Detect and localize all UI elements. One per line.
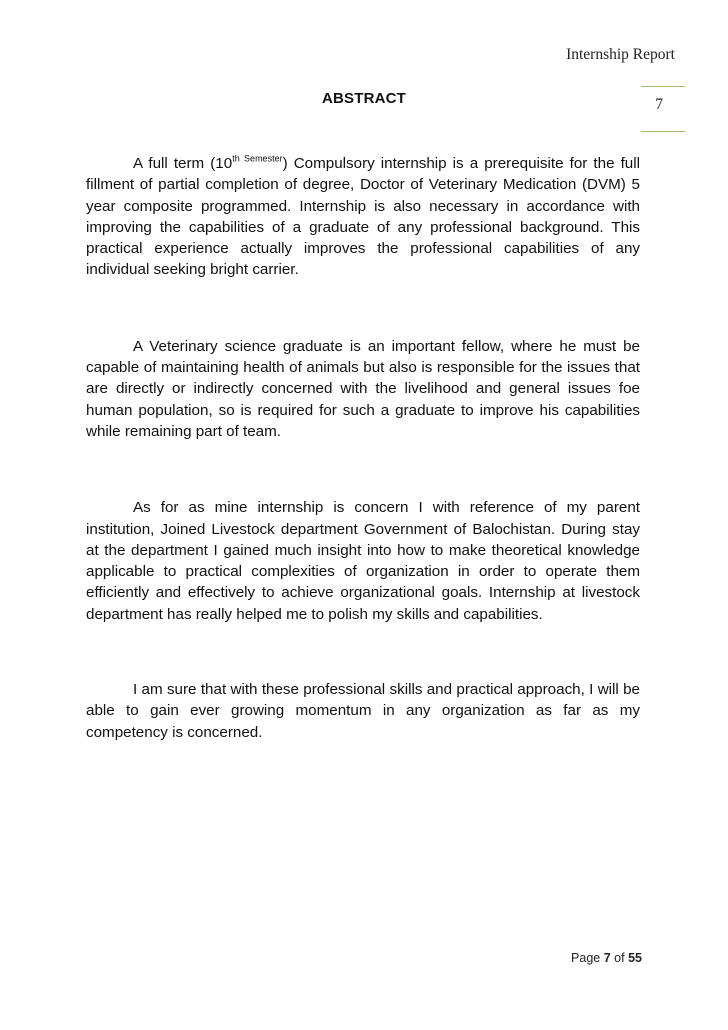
page-title xyxy=(0,90,728,107)
running-header-title: Internship Report xyxy=(566,46,675,63)
paragraph-1-lead: A full term (10 xyxy=(133,155,233,172)
header-rule-top xyxy=(641,86,685,87)
paragraph-4: I am sure that with these professional skills and practical approach, I will be able to gain ever growing momentum in any organization as far as my competency is concerned. xyxy=(86,681,640,741)
paragraph-1 xyxy=(86,153,640,281)
paragraph-3: As for as mine internship is concern I with reference of my parent institution, Joined Livestock department Government of Balochistan. During stay at the department I gained much insight into how to make theoretical knowledge applicable to practical complexities of organization in order to operate them efficiently and effectively to achieve organizational goals. Internship at livestock department has really helped me to polish my skills and capabilities. xyxy=(86,499,640,623)
document-body xyxy=(86,153,640,798)
page-title-text: ABSTRACT xyxy=(321,90,407,107)
footer-page-label: Page xyxy=(571,951,601,965)
semester-superscript xyxy=(232,154,282,164)
superscript-semester: Semester xyxy=(239,153,283,164)
paragraph-2: A Veterinary science graduate is an important fellow, where he must be capable of maintaining health of animals but also is responsible for the issues that are directly or indirectly concerned with the livelihood and general issues foe human population, so is required for such a graduate to improve his capabilities while remaining part of team. xyxy=(86,337,640,440)
page-footer xyxy=(571,951,642,965)
footer-total-pages: 55 xyxy=(628,951,642,965)
paragraph-1-rest: ) Compulsory internship is a prerequisite for the full fillment of partial completion of degree, Doctor of Veterinary Medication (DVM) 5 year composite programmed. Internship is also necessary in accordance with improving the capabilities of a graduate of any professional background. This practical experience actually improves the professional capabilities of any individual seeking bright carrier. xyxy=(86,155,640,279)
header-page-number-text: 7 xyxy=(655,96,663,113)
footer-current-page: 7 xyxy=(603,951,611,965)
header-rule-bottom xyxy=(641,131,685,132)
footer-of-label: of xyxy=(614,951,625,965)
superscript-ordinal: th xyxy=(232,153,240,164)
